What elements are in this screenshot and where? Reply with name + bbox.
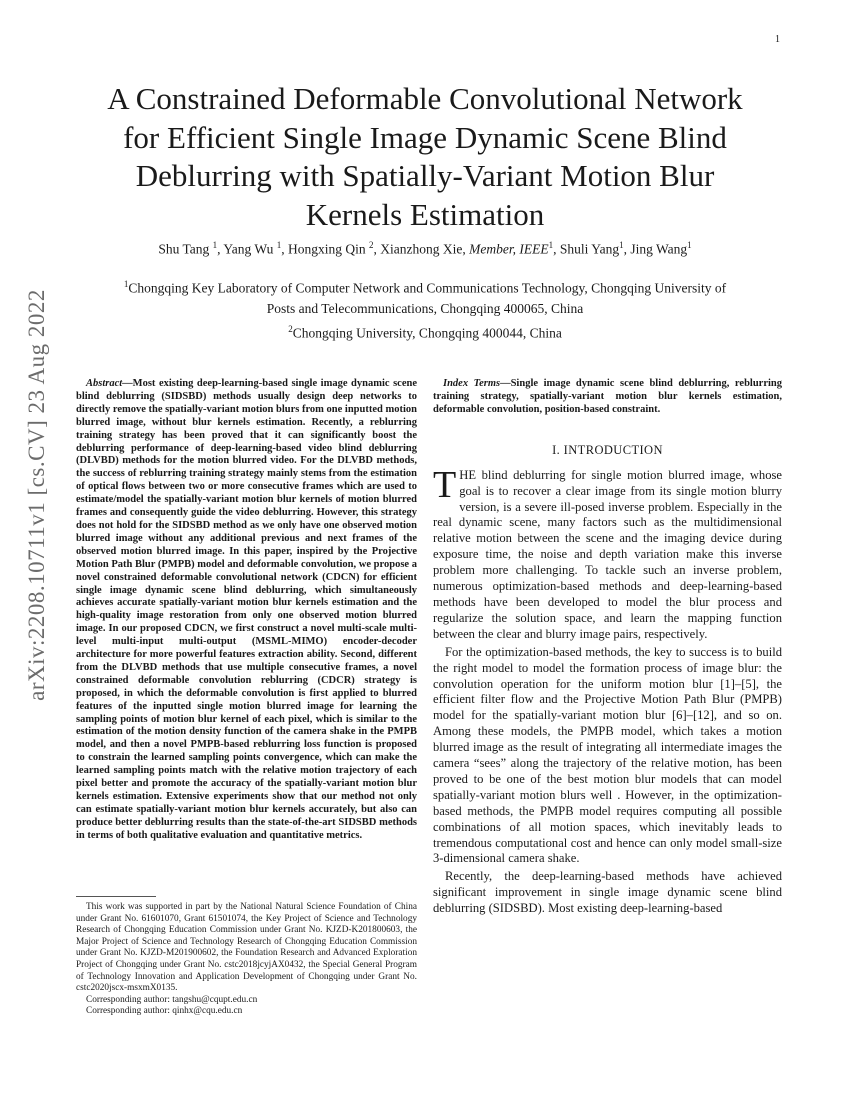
author-name: Shu Tang [158,241,210,257]
arxiv-identifier-text: arXiv:2208.10711v1 [cs.CV] 23 Aug 2022 [24,289,49,701]
author-affiliation-mark: 1 [619,240,624,250]
affiliation-line: $^2$Chongqing University, Chongqing 400044, China [288,323,562,340]
abstract-label: Abstract [86,378,123,389]
author-name: Hongxing Qin [288,241,366,257]
title-line: for Efficient Single Image Dynamic Scene Blind [123,119,727,155]
affiliation-line: $^1$Chongqing Key Laboratory of Computer Network and Communications Technology, Chongqing University of [123,279,727,296]
index-terms-label: Index Terms [443,378,501,389]
title-line: Deblurring with Spatially-Variant Motion Blur [135,158,715,193]
footnote-divider [76,896,156,897]
author-affiliation-mark: 2 [369,240,374,250]
corresponding-author: Corresponding author: tangshu@cqupt.edu.cn [86,994,258,1005]
author-name: Yang Wu [223,241,274,257]
right-column [433,378,782,917]
affiliation-line: Posts and Telecommunications, Chongqing 400065, China [266,300,584,316]
page-number: 1 [775,34,780,45]
title-line: Kernels Estimation [305,196,545,232]
author-affiliation-mark: 1 [276,240,282,250]
author-name: Shuli Yang [559,241,620,257]
author-affiliation-mark: 1 [548,240,554,250]
paper-title [60,80,790,234]
funding-note: This work was supported in part by the National Natural Science Foundation of China under Grant No. 61601070, Grant 61501074, the Key Project of Science and Technology Research of Chongqing Education Commission under Grant No. KJZD-K201800603, the Major Project of Science and Technology Research of Chongqing Education Commission under Grant No. KJZD-M201900602, the Foundation Research and Advanced Exploration Project of Chongqing under Grant No. cstc2018jcyjAX0432, the Special General Program of Technology Innovation and Application Development of Chongqing under Grant No. cstc2020jscx-msxmX0135. [76,902,417,994]
title-line: A Constrained Deformable Convolutional Network [107,81,743,116]
lead-word: HE [459,467,477,482]
author-affiliation-mark: 1 [687,240,692,250]
left-column [76,378,417,843]
abstract [76,378,417,843]
intro-paragraph: For the optimization-based methods, the key to success is to build the right model to model the formation process of image blur: the convolution operation for the uniform motion blur [1]–[5], the efficient filter flow and the Projective Motion Path Blur (PMPB) model for the spatially-variant motion blur [6]–[12], and so on. Among these models, the PMPB model, which takes a motion blurred image as the result of integrating all intermediate images the camera “sees” along the trajectory of the relative motion, has been proved to be one of the best motion blur models that can model spatially-variant motion blurs well . However, in the optimization-based methods, the PMPB model requires computing all possible combinations of all motion spaces, which inevitably leads to tremendous computational cost and hence can only model small-size 3-dimensional camera shake. [433,644,782,866]
drop-cap: T [433,463,457,506]
index-terms [433,378,782,417]
author-name: Jing Wang [630,241,688,257]
index-terms-body: —Single image dynamic scene blind deblurring, reblurring training strategy, spatially-variant motion blur kernels estimation, deformable convolution, position-based constraint. [433,378,782,415]
arxiv-identifier [10,289,64,701]
author-list: Shu Tang $^1$, Yang Wu $^1$, Hongxing Qin $^2$, Xianzhong Xie, Member, IEEE$^1$, Shuli Yang$^1$, Jing Wang$^1$ [158,240,692,257]
footnotes [76,902,417,1018]
section-heading: I. INTRODUCTION [552,442,663,457]
abstract-body: —Most existing deep-learning-based single image dynamic scene blind deblurring (SIDSBD) methods usually design deep networks to directly remove the spatially-variant motion blurs from one inputted motion blurred image, without blur kernels estimation. Recently, a reblurring training strategy has been proved that it can significantly boost the deblurring performance of deep-learning-based video blind deblurring (DLVBD) methods for the motion blurred video. For the DLVBD methods, the success of reblurring training strategy mainly stems from the estimation of optical flows between two or more consecutive frames which are used to estimate/model the spatially-variant motion blur kernels of motion blurred frames and consequently guide the video deblurring. However, this strategy does not hold for the SIDSBD method as we only have one observed motion blurred image without any additional previous and next frames of the observed motion blurred image. In this paper, inspired by the Projective Motion Path Blur (PMPB) model and deformable convolution, we propose a novel constrained deformable convolutional network (CDCN) for efficient single image dynamic scene blind deblurring, which simultaneously achieves accurate spatially-variant motion blur kernels estimation and the high-quality image restoration from only one observed motion blurred image. In our proposed CDCN, we first construct a novel multi-scale multi-level multi-input multi-output (MSML-MIMO) encoder-decoder architecture for more powerful features extraction ability. Second, different from the DLVBD methods that use multiple consecutive frames, a novel constrained deformable convolution reblurring (CDCR) strategy is proposed, in which the deformable convolution is first applied to blurred features of the inputted single motion blurred image for learning the sampling points of motion blur kernel of each pixel, which is similar to the estimation of the motion density function of the camera shake in the PMPB model, and then a novel PMPB-based reblurring loss function is proposed to constrain the learned sampling points convergence, which can make the learned sampling points match with the relative motion trajectory of each pixel better and promote the accuracy of the spatially-variant motion blur kernels estimation. Extensive experiments show that our method not only can estimate spatially-variant motion blur kernels accurately, but also can produce better deblurring results than the state-of-the-art SIDSBD methods in terms of both qualitative evaluation and quantitative metrics. [76,378,417,841]
corresponding-author: Corresponding author: qinhx@cqu.edu.cn [86,1006,243,1017]
intro-paragraph: Recently, the deep-learning-based methods have achieved significant improvement in single image dynamic scene blind deblurring (SIDSBD). Most existing deep-learning-based [433,869,782,916]
author-role: Member, IEEE [469,241,549,257]
author-name: Xianzhong Xie, [380,241,470,257]
intro-paragraph: THE blind deblurring for single motion blurred image, whose goal is to recover a clear image from its single motion blurry version, is a severe ill-posed inverse problem. Especially in the real dynamic scene, many factors such as the multidimensional relative motion between the scene and the imaging device during exposure time, the noise and depth variation make this inverse problem more challenging. To tackle such an inverse problem, numerous optimization-based methods and deep-learning-based methods have been developed to model the blur process and regularize the solution space, and learn the mapping function between the clear and blurry image pairs, respectively. [433,463,782,641]
author-affiliation-mark: 1 [212,240,218,250]
affiliation-list [60,274,790,343]
